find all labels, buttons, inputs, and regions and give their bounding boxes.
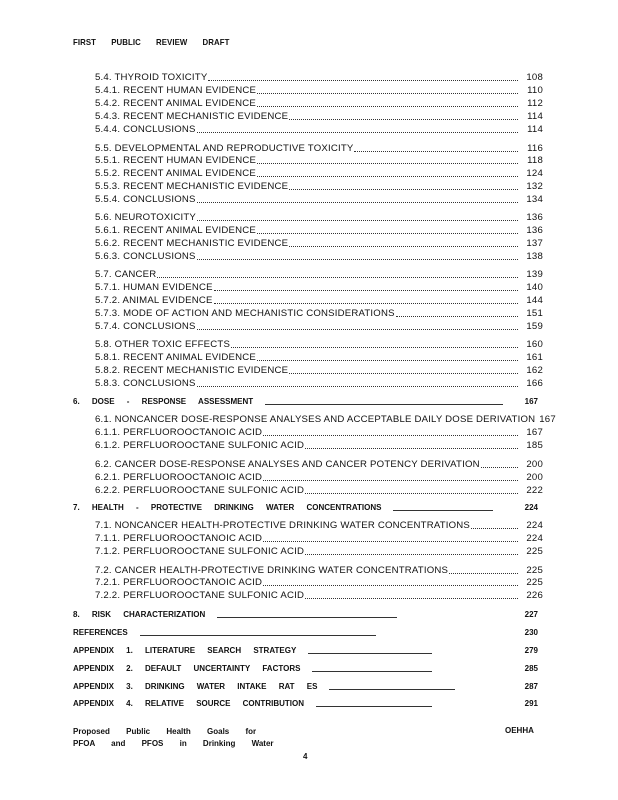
toc-entry-label: 5.6.2. RECENT MECHANISTIC EVIDENCE — [95, 238, 289, 249]
toc-entry[interactable] — [95, 72, 543, 84]
toc-entry-label: 6.1.2. PERFLUOROOCTANE SULFONIC ACID — [95, 440, 305, 451]
toc-major-label: REFERENCES — [73, 628, 128, 637]
dot-leader — [257, 360, 518, 361]
toc-entry-label: 5.5. DEVELOPMENTAL AND REPRODUCTIVE TOXICITY — [95, 143, 354, 154]
toc-entry[interactable] — [95, 378, 543, 390]
toc-entry[interactable] — [95, 111, 543, 123]
toc-entry-page: 132 — [526, 181, 543, 192]
dot-leader — [214, 303, 518, 304]
dot-leader — [263, 585, 518, 586]
toc-major-label: APPENDIX 2. DEFAULT UNCERTAINTY FACTORS — [73, 664, 301, 673]
toc-major-entry[interactable] — [73, 502, 538, 514]
leader-line — [140, 635, 376, 636]
toc-entry[interactable] — [95, 472, 543, 484]
toc-entry-label: 5.8.3. CONCLUSIONS — [95, 378, 196, 389]
toc-entry[interactable] — [95, 365, 543, 377]
toc-entry-page: 225 — [526, 565, 543, 576]
toc-entry[interactable] — [95, 168, 543, 180]
dot-leader — [197, 202, 518, 203]
toc-entry-page: 136 — [526, 212, 543, 223]
toc-entry-page: 161 — [526, 352, 543, 363]
dot-leader — [257, 106, 518, 107]
dot-leader — [197, 259, 518, 260]
toc-major-page: 291 — [524, 699, 538, 708]
toc-entry[interactable] — [95, 212, 543, 224]
dot-leader — [471, 528, 518, 529]
toc-entry-label: 6.2. CANCER DOSE-RESPONSE ANALYSES AND CANCER POTENCY DERIVATION — [95, 459, 480, 470]
toc-entry-label: 5.5.2. RECENT ANIMAL EVIDENCE — [95, 168, 256, 179]
dot-leader — [289, 373, 518, 374]
dot-leader — [289, 189, 518, 190]
dot-leader — [305, 448, 518, 449]
toc-entry-label: 7.2.1. PERFLUOROOCTANOIC ACID — [95, 577, 263, 588]
toc-entry[interactable] — [95, 251, 543, 263]
toc-entry[interactable] — [95, 98, 543, 110]
toc-major-page: 285 — [524, 664, 538, 673]
toc-entry[interactable] — [95, 238, 543, 250]
toc-major-page: 230 — [524, 628, 538, 637]
toc-entry-page: 110 — [527, 85, 543, 96]
toc-major-page: 224 — [524, 503, 538, 512]
dot-leader — [197, 329, 518, 330]
toc-entry-page: 224 — [526, 533, 543, 544]
dot-leader — [197, 132, 518, 133]
toc-entry-page: 151 — [526, 308, 543, 319]
toc-major-entry[interactable] — [73, 609, 538, 621]
toc-entry[interactable] — [95, 339, 543, 351]
dot-leader — [197, 386, 518, 387]
dot-leader — [481, 467, 518, 468]
leader-line — [329, 689, 455, 690]
leader-line — [316, 706, 432, 707]
toc-entry[interactable] — [95, 590, 543, 602]
toc-entry[interactable] — [95, 269, 543, 281]
toc-entry[interactable] — [95, 533, 543, 545]
toc-entry[interactable] — [95, 520, 543, 532]
toc-entry-page: 200 — [526, 459, 543, 470]
toc-entry-page: 222 — [526, 485, 543, 496]
toc-entry-page: 136 — [526, 225, 543, 236]
toc-entry[interactable] — [95, 124, 543, 136]
toc-entry-page: 225 — [526, 577, 543, 588]
toc-entry[interactable] — [95, 440, 543, 452]
toc-entry[interactable] — [95, 181, 543, 193]
dot-leader — [449, 573, 518, 574]
dot-leader — [263, 541, 518, 542]
toc-entry-page: 139 — [526, 269, 543, 280]
toc-entry-label: 7.2.2. PERFLUOROOCTANE SULFONIC ACID — [95, 590, 305, 601]
footer-agency: OEHHA — [505, 726, 534, 735]
dot-leader — [263, 480, 518, 481]
dot-leader — [257, 176, 518, 177]
dot-leader — [214, 290, 518, 291]
toc-entry-page: 226 — [526, 590, 543, 601]
toc-entry-label: 5.8. OTHER TOXIC EFFECTS — [95, 339, 231, 350]
toc-entry[interactable] — [95, 295, 543, 307]
toc-entry-page: 167 — [539, 414, 556, 425]
toc-entry-label: 5.7.1. HUMAN EVIDENCE — [95, 282, 213, 293]
toc-entry-label: 5.4.2. RECENT ANIMAL EVIDENCE — [95, 98, 256, 109]
dot-leader — [257, 233, 518, 234]
toc-entry-label: 5.4. THYROID TOXICITY — [95, 72, 208, 83]
toc-entry-page: 114 — [527, 124, 543, 135]
toc-entry-page: 118 — [527, 155, 543, 166]
toc-entry-page: 160 — [526, 339, 543, 350]
dot-leader — [231, 347, 518, 348]
dot-leader — [305, 598, 518, 599]
toc-entry-page: 138 — [526, 251, 543, 262]
toc-entry[interactable] — [95, 282, 543, 294]
toc-entry[interactable] — [95, 352, 543, 364]
footer-document-title — [73, 726, 274, 750]
toc-major-entry[interactable] — [73, 698, 538, 710]
dot-leader — [197, 220, 518, 221]
toc-entry-label: 5.4.3. RECENT MECHANISTIC EVIDENCE — [95, 111, 289, 122]
toc-entry-page: 224 — [526, 520, 543, 531]
dot-leader — [354, 151, 518, 152]
draft-header: FIRST PUBLIC REVIEW DRAFT — [73, 37, 230, 47]
toc-entry-label: 5.7. CANCER — [95, 269, 157, 280]
toc-entry-label: 5.7.4. CONCLUSIONS — [95, 321, 196, 332]
toc-major-entry[interactable] — [73, 681, 538, 693]
toc-entry-label: 5.6. NEUROTOXICITY — [95, 212, 196, 223]
toc-major-entry[interactable] — [73, 663, 538, 675]
toc-major-label: 6. DOSE - RESPONSE ASSESSMENT — [73, 397, 254, 406]
dot-leader — [257, 93, 518, 94]
toc-entry-page: 137 — [526, 238, 543, 249]
toc-major-entry[interactable] — [73, 645, 538, 657]
toc-entry-page: 108 — [526, 72, 543, 83]
toc-entry-label: 6.1. NONCANCER DOSE-RESPONSE ANALYSES AND ACCEPTABLE DAILY DOSE DERIVATION — [95, 414, 536, 425]
toc-entry-label: 7.1.1. PERFLUOROOCTANOIC ACID — [95, 533, 263, 544]
toc-entry-label: 5.7.2. ANIMAL EVIDENCE — [95, 295, 213, 306]
toc-entry[interactable] — [95, 565, 543, 577]
toc-entry-label: 5.5.4. CONCLUSIONS — [95, 194, 196, 205]
toc-entry-label: 5.6.1. RECENT ANIMAL EVIDENCE — [95, 225, 256, 236]
toc-entry[interactable] — [95, 225, 543, 237]
toc-entry[interactable] — [95, 321, 543, 333]
toc-entry[interactable] — [95, 414, 556, 426]
dot-leader — [305, 493, 518, 494]
toc-entry-page: 159 — [526, 321, 543, 332]
toc-entry-page: 112 — [527, 98, 543, 109]
toc-entry[interactable] — [95, 546, 543, 558]
toc-entry-page: 140 — [526, 282, 543, 293]
toc-entry-page: 185 — [526, 440, 543, 451]
toc-entry-label: 5.8.2. RECENT MECHANISTIC EVIDENCE — [95, 365, 289, 376]
toc-entry-label: 5.8.1. RECENT ANIMAL EVIDENCE — [95, 352, 256, 363]
toc-entry-page: 116 — [527, 143, 543, 154]
toc-entry-page: 200 — [526, 472, 543, 483]
toc-entry[interactable] — [95, 155, 543, 167]
toc-major-label: 8. RISK CHARACTERIZATION — [73, 610, 206, 619]
toc-entry[interactable] — [95, 459, 543, 471]
toc-major-label: APPENDIX 3. DRINKING WATER INTAKE RAT ES — [73, 682, 318, 691]
toc-major-label: 7. HEALTH - PROTECTIVE DRINKING WATER CONCENTRATIONS — [73, 503, 382, 512]
dot-leader — [305, 554, 518, 555]
toc-major-page: 287 — [524, 682, 538, 691]
toc-major-entry[interactable] — [73, 627, 538, 639]
toc-entry-label: 7.1. NONCANCER HEALTH-PROTECTIVE DRINKING WATER CONCENTRATIONS — [95, 520, 471, 531]
toc-major-page: 167 — [524, 397, 538, 406]
toc-entry[interactable] — [95, 194, 543, 206]
leader-line — [308, 653, 432, 654]
dot-leader — [289, 246, 518, 247]
toc-entry-page: 162 — [526, 365, 543, 376]
toc-major-label: APPENDIX 4. RELATIVE SOURCE CONTRIBUTION — [73, 699, 304, 708]
toc-entry-label: 5.5.3. RECENT MECHANISTIC EVIDENCE — [95, 181, 289, 192]
toc-entry[interactable] — [95, 308, 543, 320]
dot-leader — [289, 119, 518, 120]
toc-major-entry[interactable] — [73, 396, 538, 408]
toc-entry-label: 5.4.4. CONCLUSIONS — [95, 124, 196, 135]
footer-line-2: PFOA and PFOS in Drinking Water — [73, 739, 274, 748]
toc-entry-page: 166 — [526, 378, 543, 389]
toc-entry-page: 134 — [526, 194, 543, 205]
toc-entry-label: 5.6.3. CONCLUSIONS — [95, 251, 196, 262]
page-number: 4 — [303, 752, 308, 761]
leader-line — [265, 404, 503, 405]
toc-entry-label: 5.5.1. RECENT HUMAN EVIDENCE — [95, 155, 257, 166]
toc-entry-page: 225 — [526, 546, 543, 557]
toc-entry[interactable] — [95, 427, 543, 439]
leader-line — [217, 617, 397, 618]
dot-leader — [263, 435, 518, 436]
toc-major-page: 279 — [524, 646, 538, 655]
toc-major-page: 227 — [524, 610, 538, 619]
toc-entry-page: 167 — [526, 427, 543, 438]
toc-entry-label: 6.2.1. PERFLUOROOCTANOIC ACID — [95, 472, 263, 483]
dot-leader — [208, 80, 518, 81]
leader-line — [312, 671, 432, 672]
footer-line-1: Proposed Public Health Goals for — [73, 727, 257, 736]
toc-entry-label: 5.4.1. RECENT HUMAN EVIDENCE — [95, 85, 257, 96]
toc-entry-label: 6.2.2. PERFLUOROOCTANE SULFONIC ACID — [95, 485, 305, 496]
leader-line — [393, 510, 493, 511]
toc-entry[interactable] — [95, 85, 543, 97]
toc-entry-page: 114 — [527, 111, 543, 122]
toc-entry-label: 5.7.3. MODE OF ACTION AND MECHANISTIC CONSIDERATIONS — [95, 308, 395, 319]
toc-entry-label: 7.2. CANCER HEALTH-PROTECTIVE DRINKING WATER CONCENTRATIONS — [95, 565, 449, 576]
dot-leader — [157, 277, 518, 278]
toc-entry-page: 144 — [526, 295, 543, 306]
toc-entry-label: 6.1.1. PERFLUOROOCTANOIC ACID — [95, 427, 263, 438]
toc-entry[interactable] — [95, 485, 543, 497]
toc-entry[interactable] — [95, 577, 543, 589]
dot-leader — [396, 316, 518, 317]
toc-entry-page: 124 — [526, 168, 543, 179]
toc-entry-label: 7.1.2. PERFLUOROOCTANE SULFONIC ACID — [95, 546, 305, 557]
toc-entry[interactable] — [95, 143, 543, 155]
toc-major-label: APPENDIX 1. LITERATURE SEARCH STRATEGY — [73, 646, 297, 655]
dot-leader — [257, 163, 518, 164]
